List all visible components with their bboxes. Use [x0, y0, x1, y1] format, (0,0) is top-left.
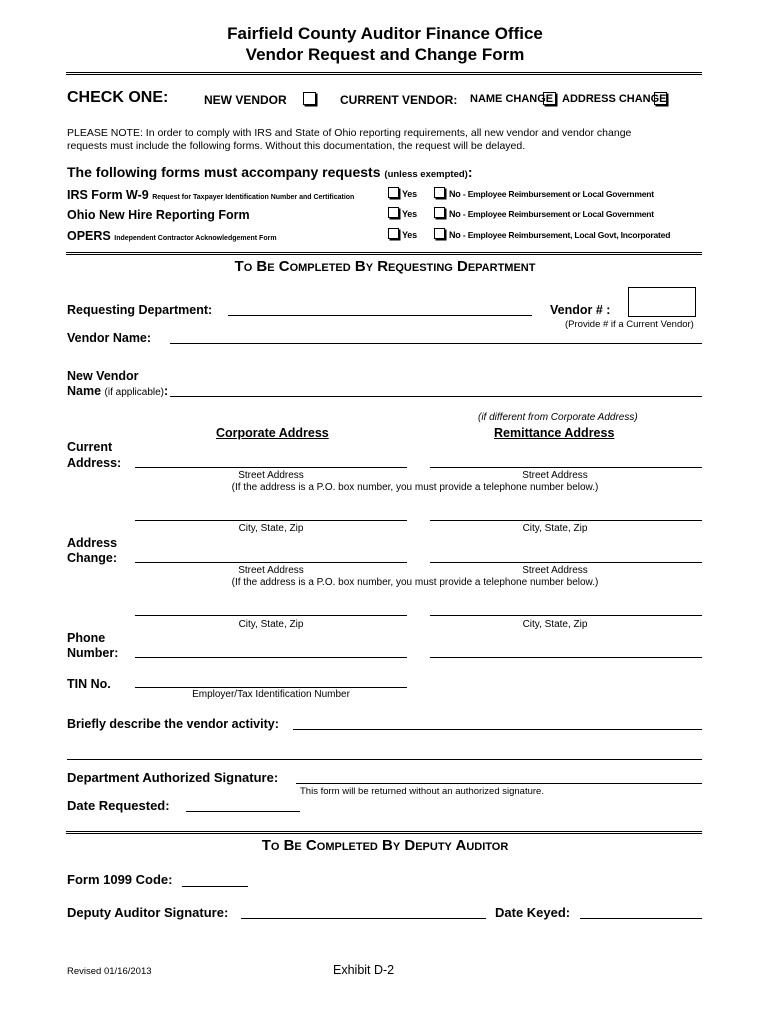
name-change-label: NAME CHANGE: [470, 93, 554, 105]
form-row-new-hire: Ohio New Hire Reporting Form: [67, 208, 250, 222]
current-remittance-city-field[interactable]: [430, 520, 702, 521]
new-hire-yes-checkbox[interactable]: [388, 207, 399, 218]
address-change-label-2: Change:: [67, 551, 117, 565]
check-one-label: CHECK ONE:: [67, 89, 169, 106]
corporate-phone-field[interactable]: [135, 657, 407, 658]
opers-yes-checkbox[interactable]: [388, 228, 399, 239]
describe-activity-field-2[interactable]: [67, 759, 702, 760]
change-corporate-city-field[interactable]: [135, 615, 407, 616]
describe-activity-label: Briefly describe the vendor activity:: [67, 717, 279, 731]
new-vendor-checkbox[interactable]: [303, 92, 316, 105]
revised-date: Revised 01/16/2013: [67, 966, 152, 977]
tin-field[interactable]: [135, 687, 407, 688]
phone-label-2: Number:: [67, 646, 119, 660]
dept-signature-field[interactable]: [296, 783, 702, 784]
auditor-divider: [66, 831, 702, 834]
w9-yes-checkbox[interactable]: [388, 187, 399, 198]
requesting-department-field[interactable]: [228, 315, 532, 316]
name-change-checkbox[interactable]: [543, 92, 556, 105]
new-vendor-name-label-1: New Vendor: [67, 369, 139, 383]
remittance-phone-field[interactable]: [430, 657, 702, 658]
current-corporate-city-field[interactable]: [135, 520, 407, 521]
address-change-label: ADDRESS CHANGE: [562, 93, 667, 105]
current-corporate-street-caption: Street Address: [238, 470, 304, 481]
form-subtitle: Vendor Request and Change Form: [245, 45, 525, 64]
opers-no-label: No - Employee Reimbursement, Local Govt, Incorporated: [449, 230, 671, 240]
dept-signature-label: Department Authorized Signature:: [67, 770, 279, 785]
deputy-signature-label: Deputy Auditor Signature:: [67, 905, 229, 920]
vendor-number-label: Vendor # :: [550, 303, 611, 317]
form-row-opers: OPERS Independent Contractor Acknowledgement Form: [67, 229, 277, 243]
opers-no-checkbox[interactable]: [434, 228, 445, 239]
change-po-box-note: (If the address is a P.O. box number, you must provide a telephone number below.): [231, 577, 599, 588]
change-corporate-city-caption: City, State, Zip: [238, 619, 304, 630]
vendor-number-hint: (Provide # if a Current Vendor): [565, 319, 694, 330]
w9-yes-label: Yes: [402, 189, 417, 199]
exhibit-label: Exhibit D-2: [333, 963, 395, 977]
if-different-note: (if different from Corporate Address): [478, 412, 638, 423]
change-remittance-city-field[interactable]: [430, 615, 702, 616]
date-requested-label: Date Requested:: [67, 798, 170, 813]
signature-note: This form will be returned without an authorized signature.: [300, 786, 544, 797]
vendor-number-field[interactable]: [628, 287, 696, 317]
current-remittance-city-caption: City, State, Zip: [522, 523, 588, 534]
dept-section-heading: To Be Completed By Requesting Department: [234, 258, 536, 275]
note-line-1: PLEASE NOTE: In order to comply with IRS and State of Ohio reporting requirements, all new vendor and vendor change: [67, 127, 632, 139]
current-corporate-street-field[interactable]: [135, 467, 407, 468]
form-row-w9: IRS Form W-9 Request for Taxpayer Identification Number and Certification: [67, 188, 355, 202]
tin-label: TIN No.: [67, 677, 111, 691]
form-title: Fairfield County Auditor Finance Office: [227, 24, 543, 43]
address-change-checkbox[interactable]: [654, 92, 667, 105]
form-1099-label: Form 1099 Code:: [67, 872, 173, 887]
note-line-2: requests must include the following forms. Without this documentation, the request will be delayed.: [67, 140, 526, 152]
vendor-name-field[interactable]: [170, 343, 702, 344]
current-vendor-label: CURRENT VENDOR:: [340, 93, 458, 107]
new-hire-no-label: No - Employee Reimbursement or Local Government: [449, 209, 654, 219]
phone-label-1: Phone: [67, 631, 106, 645]
header-divider: [66, 72, 702, 75]
current-po-box-note: (If the address is a P.O. box number, you must provide a telephone number below.): [231, 482, 599, 493]
change-remittance-street-caption: Street Address: [522, 565, 588, 576]
change-remittance-street-field[interactable]: [430, 562, 702, 563]
date-requested-field[interactable]: [186, 811, 300, 812]
new-vendor-name-label-2: Name (if applicable):: [67, 384, 169, 398]
auditor-section-heading: To Be Completed By Deputy Auditor: [261, 837, 509, 854]
requesting-department-label: Requesting Department:: [67, 303, 213, 317]
opers-yes-label: Yes: [402, 230, 417, 240]
current-remittance-street-field[interactable]: [430, 467, 702, 468]
change-corporate-street-field[interactable]: [135, 562, 407, 563]
current-address-label-1: Current: [67, 440, 113, 454]
change-corporate-street-caption: Street Address: [238, 565, 304, 576]
describe-activity-field[interactable]: [293, 729, 702, 730]
current-address-label-2: Address:: [67, 456, 122, 470]
new-hire-yes-label: Yes: [402, 209, 417, 219]
forms-heading: The following forms must accompany requests (unless exempted):: [67, 164, 473, 180]
form-1099-field[interactable]: [182, 886, 248, 887]
change-remittance-city-caption: City, State, Zip: [522, 619, 588, 630]
new-vendor-label: NEW VENDOR: [204, 93, 287, 107]
new-hire-no-checkbox[interactable]: [434, 207, 445, 218]
address-change-label-1: Address: [67, 536, 118, 550]
current-remittance-street-caption: Street Address: [522, 470, 588, 481]
corporate-address-heading: Corporate Address: [216, 426, 329, 440]
date-keyed-label: Date Keyed:: [495, 905, 571, 920]
w9-no-label: No - Employee Reimbursement or Local Government: [449, 189, 654, 199]
dept-divider: [66, 252, 702, 255]
new-vendor-name-field[interactable]: [170, 396, 702, 397]
current-corporate-city-caption: City, State, Zip: [238, 523, 304, 534]
w9-no-checkbox[interactable]: [434, 187, 445, 198]
deputy-signature-field[interactable]: [241, 918, 486, 919]
tin-caption: Employer/Tax Identification Number: [192, 689, 350, 700]
date-keyed-field[interactable]: [580, 918, 702, 919]
vendor-name-label: Vendor Name:: [67, 331, 152, 345]
remittance-address-heading: Remittance Address: [494, 426, 615, 440]
